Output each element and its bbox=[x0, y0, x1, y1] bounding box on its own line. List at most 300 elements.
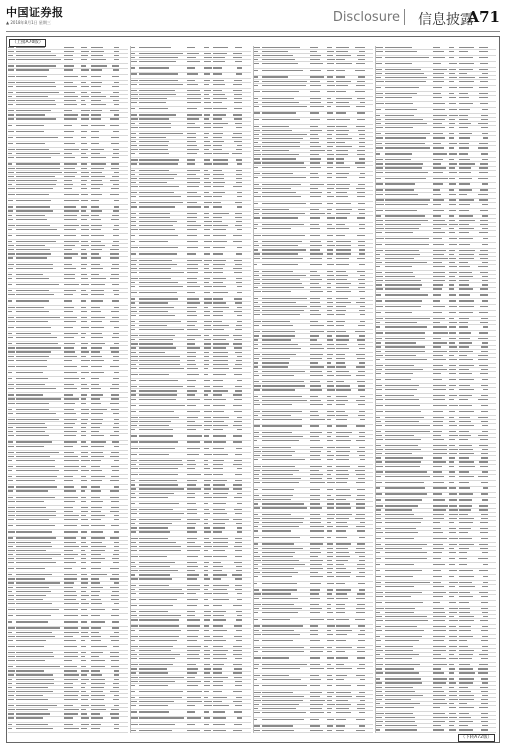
table-cell bbox=[109, 351, 120, 354]
table-cell bbox=[139, 404, 187, 407]
table-cell bbox=[262, 84, 310, 87]
illegible-text bbox=[8, 695, 14, 696]
illegible-text bbox=[233, 53, 242, 54]
table-cell bbox=[213, 228, 231, 231]
table-cell bbox=[187, 201, 204, 204]
illegible-text bbox=[254, 348, 259, 349]
table-cell bbox=[8, 537, 16, 540]
illegible-text bbox=[254, 228, 258, 229]
illegible-text bbox=[139, 356, 180, 357]
table-cell bbox=[91, 398, 109, 401]
illegible-text bbox=[8, 507, 15, 508]
illegible-text bbox=[139, 133, 183, 134]
table-cell bbox=[204, 389, 214, 392]
illegible-text bbox=[357, 543, 365, 544]
table-cell bbox=[354, 97, 365, 100]
table-cell bbox=[91, 326, 109, 329]
table-cell bbox=[8, 723, 16, 726]
table-cell bbox=[81, 124, 91, 127]
table-cell bbox=[231, 573, 242, 576]
illegible-text bbox=[16, 307, 44, 308]
table-cell bbox=[81, 332, 91, 335]
illegible-text bbox=[81, 578, 88, 579]
table-cell bbox=[187, 347, 204, 350]
table-cell bbox=[310, 410, 327, 413]
table-cell bbox=[139, 488, 187, 491]
table-cell bbox=[187, 367, 204, 370]
table-cell bbox=[231, 334, 242, 337]
illegible-text bbox=[139, 390, 177, 391]
illegible-text bbox=[91, 546, 107, 547]
table-cell bbox=[254, 525, 262, 528]
illegible-text bbox=[81, 86, 89, 87]
illegible-text bbox=[336, 253, 351, 254]
illegible-text bbox=[359, 291, 365, 292]
illegible-text bbox=[237, 417, 242, 418]
illegible-text bbox=[91, 92, 101, 93]
illegible-text bbox=[91, 327, 105, 328]
table-cell bbox=[64, 351, 81, 354]
table-cell bbox=[231, 717, 242, 720]
illegible-text bbox=[131, 417, 138, 418]
table-cell bbox=[91, 485, 109, 488]
table-cell bbox=[109, 485, 120, 488]
table-cell bbox=[81, 398, 91, 401]
table-cell bbox=[204, 52, 214, 55]
illegible-text bbox=[81, 327, 89, 328]
illegible-text bbox=[64, 486, 74, 487]
illegible-text bbox=[91, 100, 102, 101]
table-cell bbox=[139, 107, 187, 110]
table-cell bbox=[254, 69, 262, 72]
illegible-text bbox=[139, 488, 184, 489]
illegible-text bbox=[81, 632, 88, 633]
illegible-text bbox=[187, 578, 197, 579]
table-cell bbox=[254, 313, 262, 316]
table-cell bbox=[109, 537, 120, 540]
table-cell bbox=[81, 75, 91, 78]
illegible-text bbox=[64, 200, 78, 201]
table-cell bbox=[204, 663, 214, 666]
table-cell bbox=[8, 412, 16, 415]
illegible-text bbox=[187, 542, 195, 543]
illegible-text bbox=[110, 456, 120, 457]
table-cell bbox=[131, 234, 139, 237]
illegible-text bbox=[131, 368, 138, 369]
illegible-text bbox=[131, 448, 138, 449]
table-cell bbox=[231, 148, 242, 151]
illegible-text bbox=[204, 153, 212, 154]
illegible-text bbox=[213, 298, 223, 299]
table-cell bbox=[91, 252, 109, 255]
illegible-text bbox=[111, 640, 119, 641]
table-cell bbox=[336, 334, 354, 337]
table-cell bbox=[231, 351, 242, 354]
illegible-text bbox=[81, 486, 87, 487]
table-cell bbox=[254, 450, 262, 453]
illegible-text bbox=[64, 599, 76, 600]
illegible-text bbox=[254, 425, 260, 426]
illegible-text bbox=[81, 656, 85, 657]
illegible-text bbox=[81, 253, 87, 254]
table-cell bbox=[213, 565, 231, 568]
illegible-text bbox=[336, 192, 347, 193]
table-cell bbox=[336, 97, 354, 100]
table-cell bbox=[131, 136, 139, 139]
table-cell bbox=[64, 58, 81, 61]
table-cell bbox=[262, 502, 310, 505]
table-cell bbox=[64, 359, 81, 362]
illegible-text bbox=[358, 130, 365, 131]
illegible-text bbox=[233, 605, 242, 606]
table-cell bbox=[16, 351, 64, 354]
table-cell bbox=[109, 148, 120, 151]
table-cell bbox=[204, 684, 214, 687]
illegible-text bbox=[139, 98, 167, 99]
table-cell bbox=[327, 380, 337, 383]
illegible-text bbox=[187, 730, 200, 731]
table-cell bbox=[354, 54, 365, 57]
table-cell bbox=[187, 565, 204, 568]
table-cell bbox=[231, 66, 242, 69]
illegible-text bbox=[81, 431, 86, 432]
illegible-text bbox=[139, 566, 170, 567]
table-cell bbox=[254, 521, 262, 524]
illegible-text bbox=[187, 685, 198, 686]
table-cell bbox=[204, 379, 214, 382]
table-cell bbox=[81, 682, 91, 685]
table-cell bbox=[336, 366, 354, 369]
table-cell bbox=[16, 485, 64, 488]
illegible-text bbox=[213, 672, 221, 673]
illegible-text bbox=[91, 163, 106, 164]
table-cell bbox=[91, 510, 109, 513]
table-cell bbox=[91, 541, 109, 544]
illegible-text bbox=[336, 375, 351, 376]
illegible-text bbox=[8, 337, 13, 338]
illegible-text bbox=[91, 595, 100, 596]
illegible-text bbox=[64, 497, 78, 498]
illegible-text bbox=[254, 537, 259, 538]
table-cell bbox=[131, 191, 139, 194]
table-cell bbox=[109, 627, 120, 630]
table-cell bbox=[327, 137, 337, 140]
table-cell bbox=[64, 490, 81, 493]
table-cell bbox=[336, 133, 354, 136]
table-cell bbox=[139, 185, 187, 188]
illegible-text bbox=[91, 294, 105, 295]
table-cell bbox=[109, 46, 120, 49]
illegible-text bbox=[64, 268, 76, 269]
table-cell bbox=[213, 690, 231, 693]
illegible-text bbox=[16, 466, 55, 467]
table-cell bbox=[91, 244, 109, 247]
illegible-text bbox=[91, 176, 105, 177]
illegible-text bbox=[139, 538, 168, 539]
illegible-text bbox=[310, 526, 324, 527]
table-cell bbox=[131, 502, 139, 505]
table-cell bbox=[109, 412, 120, 415]
illegible-text bbox=[131, 329, 135, 330]
illegible-text bbox=[213, 57, 225, 58]
table-cell bbox=[139, 604, 187, 607]
illegible-text bbox=[110, 96, 119, 97]
illegible-text bbox=[236, 278, 242, 279]
table-cell bbox=[354, 435, 365, 438]
table-cell bbox=[8, 669, 16, 672]
illegible-text bbox=[327, 489, 333, 490]
table-cell bbox=[310, 62, 327, 65]
table-cell bbox=[91, 430, 109, 433]
illegible-text bbox=[262, 354, 297, 355]
illegible-text bbox=[233, 435, 242, 436]
table-cell bbox=[109, 179, 120, 182]
illegible-text bbox=[213, 374, 225, 375]
table-cell bbox=[109, 240, 120, 243]
illegible-text bbox=[336, 235, 345, 236]
illegible-text bbox=[81, 307, 86, 308]
illegible-text bbox=[359, 177, 365, 178]
illegible-text bbox=[204, 170, 209, 171]
table-cell bbox=[139, 584, 187, 587]
table-cell bbox=[16, 455, 64, 458]
illegible-text bbox=[262, 279, 300, 280]
illegible-text bbox=[139, 619, 179, 620]
illegible-text bbox=[310, 419, 325, 420]
illegible-text bbox=[336, 362, 345, 363]
illegible-text bbox=[236, 566, 242, 567]
illegible-text bbox=[81, 398, 86, 399]
illegible-text bbox=[213, 484, 225, 485]
table-cell bbox=[16, 371, 64, 374]
table-cell bbox=[16, 545, 64, 548]
table-cell bbox=[231, 704, 242, 707]
illegible-text bbox=[357, 271, 365, 272]
table-cell bbox=[8, 299, 16, 302]
table-cell bbox=[16, 109, 64, 112]
table-cell bbox=[310, 212, 327, 215]
table-cell bbox=[254, 469, 262, 472]
illegible-text bbox=[254, 177, 258, 178]
illegible-text bbox=[213, 429, 223, 430]
illegible-text bbox=[204, 615, 212, 616]
illegible-text bbox=[8, 546, 13, 547]
illegible-text bbox=[64, 470, 78, 471]
table-cell bbox=[64, 81, 81, 84]
illegible-text bbox=[110, 388, 119, 389]
table-cell bbox=[187, 488, 204, 491]
table-cell bbox=[8, 631, 16, 634]
table-cell bbox=[336, 446, 354, 449]
illegible-text bbox=[336, 478, 348, 479]
illegible-text bbox=[233, 654, 242, 655]
illegible-text bbox=[91, 691, 103, 692]
illegible-text bbox=[336, 432, 352, 433]
illegible-text bbox=[204, 640, 212, 641]
illegible-text bbox=[64, 118, 77, 119]
illegible-text bbox=[310, 314, 321, 315]
table-cell bbox=[254, 129, 262, 132]
illegible-text bbox=[64, 360, 72, 361]
table-cell bbox=[204, 555, 214, 558]
illegible-text bbox=[91, 104, 107, 105]
illegible-text bbox=[139, 429, 173, 430]
illegible-text bbox=[327, 142, 335, 143]
illegible-text bbox=[139, 196, 180, 197]
illegible-text bbox=[235, 264, 242, 265]
table-cell bbox=[64, 244, 81, 247]
illegible-text bbox=[8, 409, 12, 410]
table-cell bbox=[81, 228, 91, 231]
illegible-text bbox=[336, 482, 347, 483]
illegible-text bbox=[204, 123, 211, 124]
table-cell bbox=[139, 181, 187, 184]
illegible-text bbox=[64, 621, 78, 622]
table-cell bbox=[204, 723, 214, 726]
table-cell bbox=[336, 248, 354, 251]
table-cell bbox=[109, 248, 120, 251]
table-cell bbox=[336, 297, 354, 300]
table-cell bbox=[91, 598, 109, 601]
table-cell bbox=[16, 148, 64, 151]
table-cell bbox=[64, 163, 81, 166]
table-cell bbox=[8, 75, 16, 78]
table-cell bbox=[81, 686, 91, 689]
table-cell bbox=[16, 594, 64, 597]
illegible-text bbox=[131, 589, 135, 590]
table-cell bbox=[213, 667, 231, 670]
table-cell bbox=[254, 403, 262, 406]
table-cell bbox=[262, 439, 310, 442]
table-cell bbox=[64, 441, 81, 444]
illegible-text bbox=[234, 497, 242, 498]
table-cell bbox=[213, 483, 231, 486]
illegible-text bbox=[16, 537, 56, 538]
table-cell bbox=[16, 561, 64, 564]
table-cell bbox=[91, 257, 109, 260]
table-cell bbox=[8, 717, 16, 720]
illegible-text bbox=[131, 546, 138, 547]
illegible-text bbox=[16, 501, 44, 502]
illegible-text bbox=[237, 717, 242, 718]
illegible-text bbox=[64, 480, 72, 481]
table-cell bbox=[131, 277, 139, 280]
table-cell bbox=[8, 530, 16, 533]
table-cell bbox=[91, 620, 109, 623]
table-cell bbox=[139, 569, 187, 572]
table-cell bbox=[187, 420, 204, 423]
illegible-text bbox=[139, 513, 184, 514]
illegible-text bbox=[91, 184, 103, 185]
table-cell bbox=[81, 187, 91, 190]
table-cell bbox=[64, 678, 81, 681]
illegible-text bbox=[262, 522, 304, 523]
illegible-text bbox=[64, 82, 73, 83]
illegible-text bbox=[254, 130, 260, 131]
illegible-text bbox=[64, 153, 72, 154]
table-cell bbox=[231, 118, 242, 121]
table-column bbox=[130, 46, 251, 733]
table-cell bbox=[64, 655, 81, 658]
table-cell bbox=[262, 216, 310, 219]
illegible-text bbox=[262, 85, 306, 86]
table-cell bbox=[64, 326, 81, 329]
illegible-text bbox=[131, 153, 135, 154]
table-cell bbox=[187, 614, 204, 617]
illegible-text bbox=[131, 315, 136, 316]
illegible-text bbox=[232, 137, 242, 138]
illegible-text bbox=[187, 509, 197, 510]
illegible-text bbox=[8, 86, 13, 87]
illegible-text bbox=[139, 61, 176, 62]
illegible-text bbox=[336, 102, 349, 103]
illegible-text bbox=[81, 378, 85, 379]
illegible-text bbox=[327, 55, 333, 56]
illegible-text bbox=[237, 321, 242, 322]
table-cell bbox=[254, 195, 262, 198]
table-cell bbox=[81, 602, 91, 605]
table-cell bbox=[109, 545, 120, 548]
illegible-text bbox=[131, 53, 136, 54]
table-cell bbox=[327, 195, 337, 198]
table-cell bbox=[327, 54, 337, 57]
illegible-text bbox=[262, 291, 291, 292]
table-cell bbox=[262, 54, 310, 57]
table-cell bbox=[8, 240, 16, 243]
table-cell bbox=[213, 635, 231, 638]
illegible-text bbox=[336, 91, 346, 92]
illegible-text bbox=[358, 245, 364, 246]
table-cell bbox=[310, 253, 327, 256]
illegible-text bbox=[139, 691, 183, 692]
illegible-text bbox=[114, 206, 119, 207]
illegible-text bbox=[233, 114, 242, 115]
illegible-text bbox=[131, 646, 138, 647]
illegible-text bbox=[327, 470, 333, 471]
illegible-text bbox=[235, 705, 242, 706]
illegible-text bbox=[336, 287, 349, 288]
illegible-text bbox=[131, 685, 135, 686]
table-cell bbox=[213, 101, 231, 104]
illegible-text bbox=[139, 654, 180, 655]
illegible-text bbox=[336, 348, 349, 349]
table-cell bbox=[336, 431, 354, 434]
table-cell bbox=[231, 561, 242, 564]
illegible-text bbox=[204, 625, 209, 626]
illegible-text bbox=[64, 307, 74, 308]
illegible-text bbox=[310, 440, 320, 441]
table-cell bbox=[204, 598, 214, 601]
table-cell bbox=[16, 441, 64, 444]
table-cell bbox=[109, 109, 120, 112]
table-cell bbox=[310, 425, 327, 428]
illegible-text bbox=[213, 681, 222, 682]
illegible-text bbox=[64, 249, 72, 250]
table-cell bbox=[81, 214, 91, 217]
illegible-text bbox=[357, 167, 365, 168]
illegible-text bbox=[113, 149, 119, 150]
table-cell bbox=[262, 297, 310, 300]
table-cell bbox=[327, 105, 337, 108]
illegible-text bbox=[81, 184, 86, 185]
table-cell bbox=[91, 293, 109, 296]
table-cell bbox=[8, 545, 16, 548]
table-cell bbox=[354, 270, 365, 273]
table-cell bbox=[262, 330, 310, 333]
table-cell bbox=[81, 118, 91, 121]
illegible-text bbox=[64, 194, 78, 195]
table-cell bbox=[81, 183, 91, 186]
